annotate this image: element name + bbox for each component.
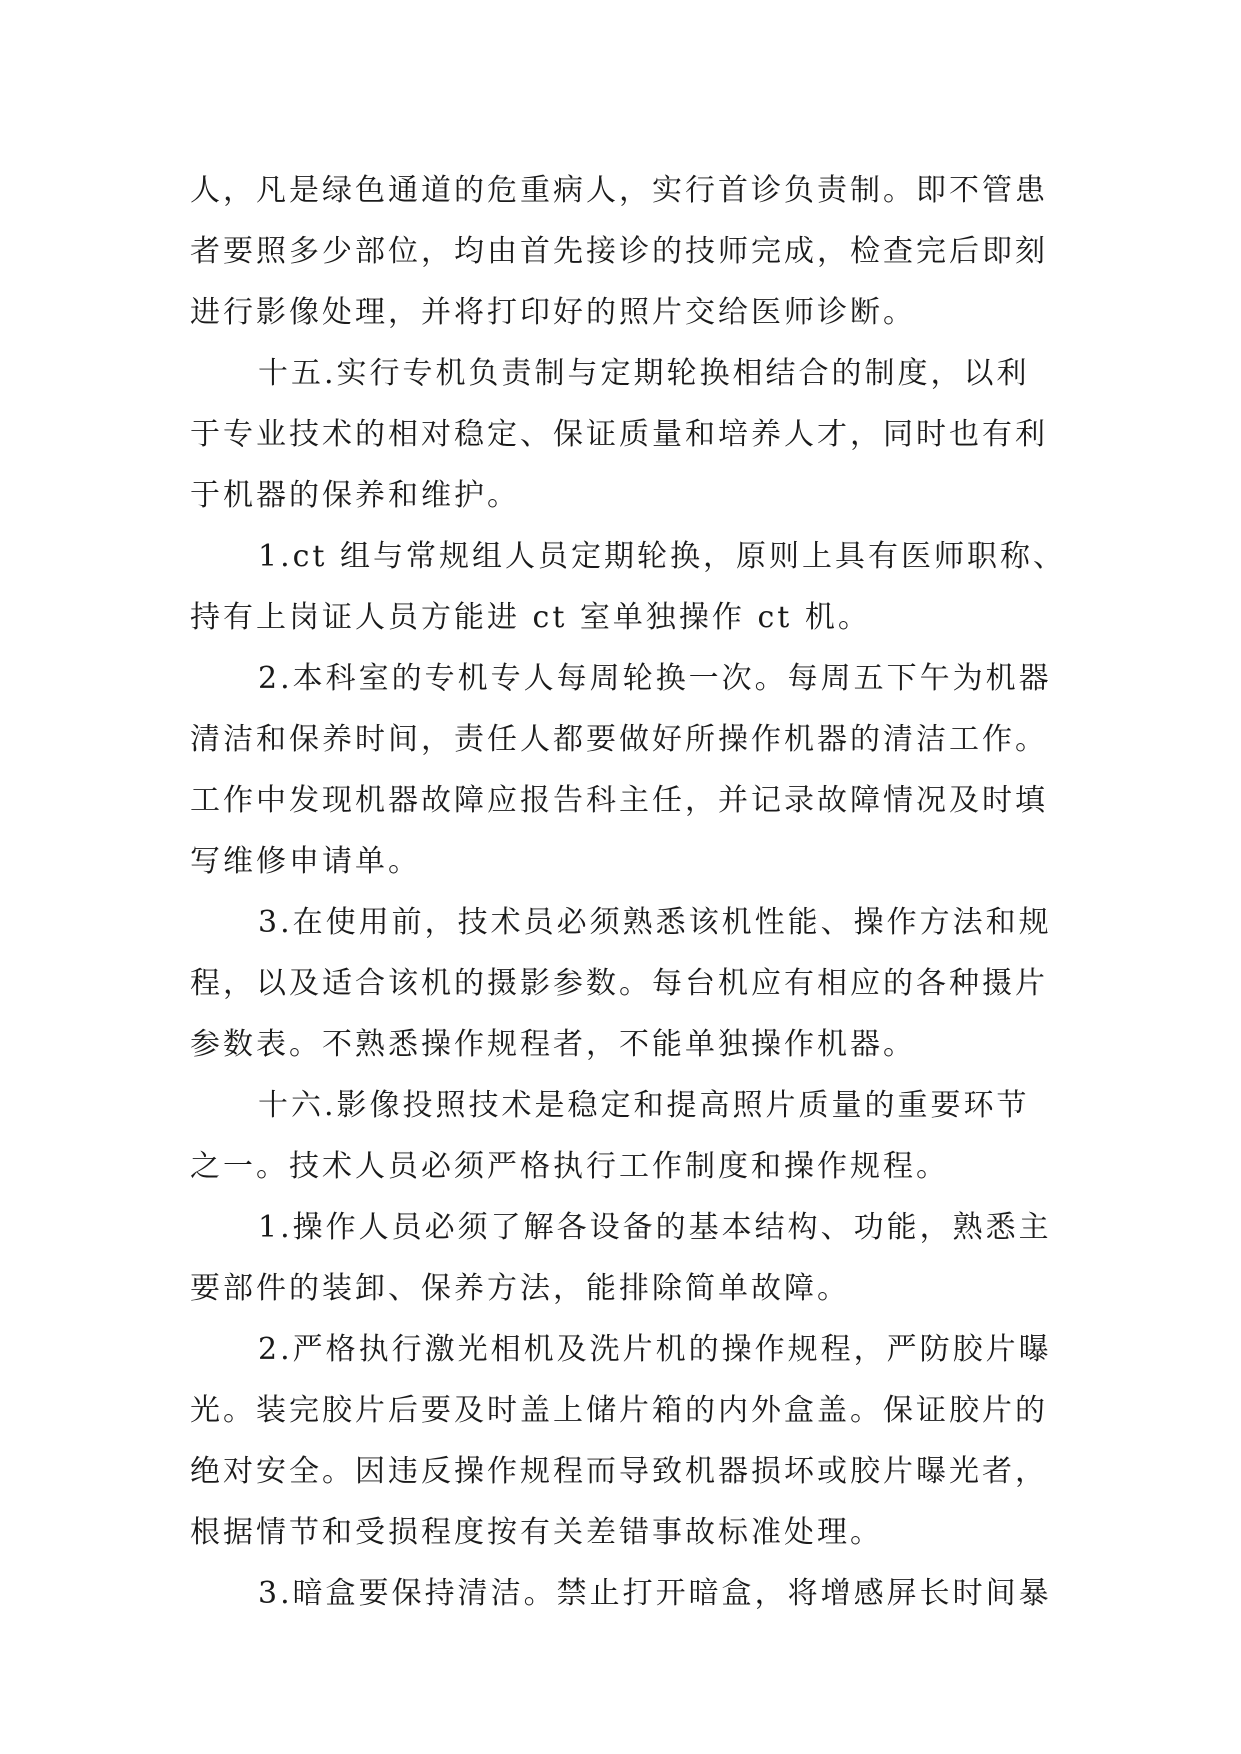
list-item-2: 2.本科室的专机专人每周轮换一次。每周五下午为机器 [258, 661, 1052, 696]
text-line: 进行影像处理，并将打印好的照片交给医师诊断。 [190, 295, 916, 330]
text-line: 程，以及适合该机的摄影参数。每台机应有相应的各种摄片 [190, 966, 1048, 1001]
text-line: 写维修申请单。 [190, 844, 421, 879]
text-line: 根据情节和受损程度按有关差错事故标准处理。 [190, 1515, 883, 1550]
section-heading-16: 十六.影像投照技术是稳定和提高照片质量的重要环节 [258, 1088, 1030, 1123]
text-line: 要部件的装卸、保养方法，能排除简单故障。 [190, 1271, 850, 1306]
text-line: 参数表。不熟悉操作规程者，不能单独操作机器。 [190, 1027, 916, 1062]
list-item-1: 1.ct 组与常规组人员定期轮换，原则上具有医师职称、 [258, 539, 1067, 574]
text-line: 绝对安全。因违反操作规程而导致机器损坏或胶片曝光者， [190, 1454, 1048, 1489]
text-line: 人，凡是绿色通道的危重病人，实行首诊负责制。即不管患 [190, 173, 1048, 208]
document-body [190, 160, 1070, 1624]
text-line: 清洁和保养时间，责任人都要做好所操作机器的清洁工作。 [190, 722, 1048, 757]
text-line: 光。装完胶片后要及时盖上储片箱的内外盒盖。保证胶片的 [190, 1393, 1048, 1428]
text-line: 工作中发现机器故障应报告科主任，并记录故障情况及时填 [190, 783, 1048, 818]
text-line: 持有上岗证人员方能进 ct 室单独操作 ct 机。 [190, 600, 871, 635]
text-line: 于机器的保养和维护。 [190, 478, 520, 513]
list-item-3: 3.暗盒要保持清洁。禁止打开暗盒，将增感屏长时间暴 [258, 1576, 1052, 1611]
list-item-3: 3.在使用前，技术员必须熟悉该机性能、操作方法和规 [258, 905, 1052, 940]
text-line: 之一。技术人员必须严格执行工作制度和操作规程。 [190, 1149, 949, 1184]
list-item-1: 1.操作人员必须了解各设备的基本结构、功能，熟悉主 [258, 1210, 1052, 1245]
list-item-2: 2.严格执行激光相机及洗片机的操作规程，严防胶片曝 [258, 1332, 1052, 1367]
text-line: 者要照多少部位，均由首先接诊的技师完成，检查完后即刻 [190, 234, 1048, 269]
section-heading-15: 十五.实行专机负责制与定期轮换相结合的制度，以利 [258, 356, 1030, 391]
text-line: 于专业技术的相对稳定、保证质量和培养人才，同时也有利 [190, 417, 1048, 452]
